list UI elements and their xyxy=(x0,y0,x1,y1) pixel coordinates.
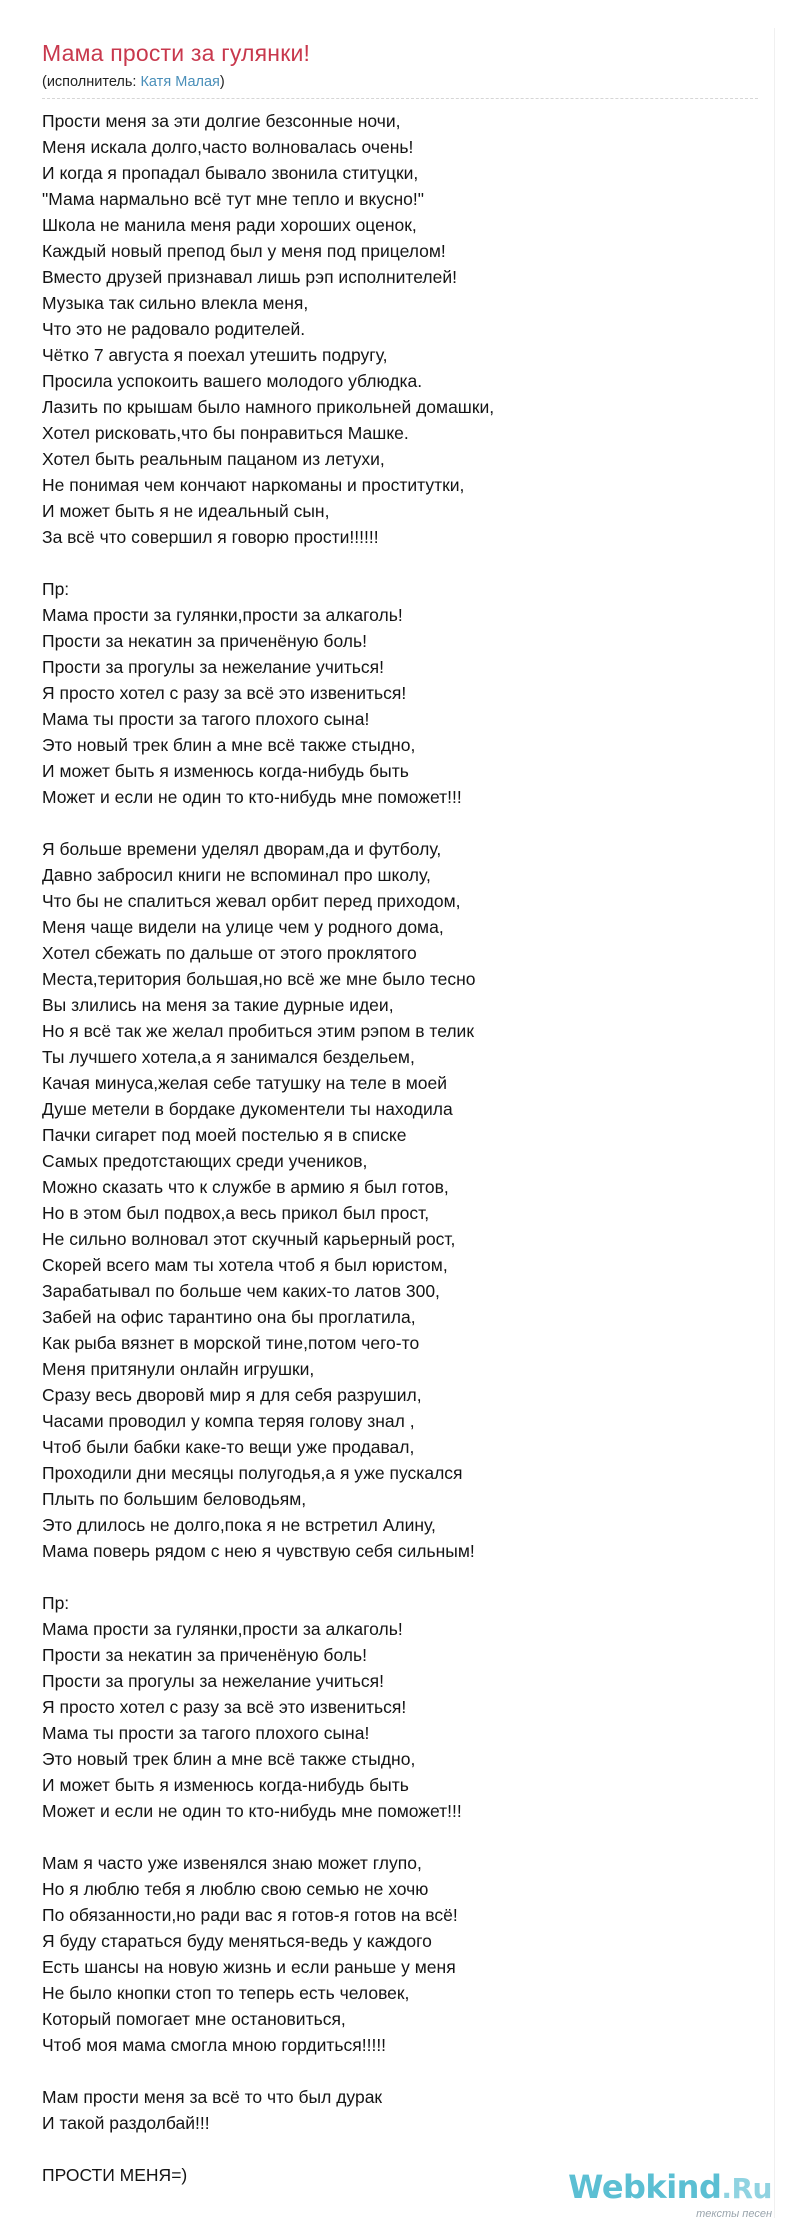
artist-suffix: ) xyxy=(219,74,225,90)
lyric-line: Каждый новый препод был у меня под прицелом! xyxy=(42,241,446,261)
lyric-line: Это новый трек блин а мне всё также стыдно, xyxy=(42,1749,416,1769)
lyric-line: "Мама нармально всё тут мне тепло и вкусно!" xyxy=(42,189,424,209)
stanza-break xyxy=(42,810,762,836)
lyric-line: Душе метели в бордаке дукоментели ты находила xyxy=(42,1099,453,1119)
lyric-line: Можно сказать что к службе в армию я был готов, xyxy=(42,1177,449,1197)
lyric-line: Пр: xyxy=(42,579,70,599)
lyric-line: Часами проводил у компа теряя голову знал , xyxy=(42,1411,415,1431)
stanza-break xyxy=(42,2058,762,2084)
logo-tld: .Ru xyxy=(721,2172,772,2205)
stanza-break xyxy=(42,1824,762,1850)
song-title: Мама прости за гулянки! xyxy=(42,40,311,66)
lyric-line: Меня чаще видели на улице чем у родного дома, xyxy=(42,917,444,937)
lyric-line: Чтоб моя мама смогла мною гордиться!!!!! xyxy=(42,2035,387,2055)
lyric-line: Я просто хотел с разу за всё это извениться! xyxy=(42,1697,407,1717)
lyric-line: Что это не радовало родителей. xyxy=(42,319,306,339)
logo-wordmark xyxy=(568,2168,772,2206)
lyric-line: ПРОСТИ МЕНЯ=) xyxy=(42,2165,188,2185)
lyric-line: Скорей всего мам ты хотела чтоб я был юристом, xyxy=(42,1255,448,1275)
lyric-line: Чтоб были бабки каке-то вещи уже продавал, xyxy=(42,1437,415,1457)
lyric-line: Забей на офис тарантино она бы проглатила, xyxy=(42,1307,416,1327)
lyric-line: Мама ты прости за тагого плохого сына! xyxy=(42,1723,370,1743)
lyric-line: Прости меня за эти долгие безсонные ночи, xyxy=(42,111,401,131)
lyric-line: Чётко 7 августа я поехал утешить подругу, xyxy=(42,345,388,365)
lyric-line: Хотел рисковать,что бы понравиться Машке. xyxy=(42,423,409,443)
lyric-line: Хотел быть реальным пацаном из летухи, xyxy=(42,449,385,469)
lyric-line: Как рыба вязнет в морской тине,потом чего-то xyxy=(42,1333,420,1353)
stanza-break xyxy=(42,2136,762,2162)
artist-prefix: (исполнитель: xyxy=(42,74,141,90)
lyric-line: Мама ты прости за тагого плохого сына! xyxy=(42,709,370,729)
lyric-line: Меня притянули онлайн игрушки, xyxy=(42,1359,315,1379)
logo-name: Webkind xyxy=(568,2168,722,2206)
lyrics-text xyxy=(42,108,762,2188)
lyric-line: Проходили дни месяцы полугодья,а я уже пускался xyxy=(42,1463,463,1483)
lyric-line: Давно забросил книги не вспоминал про школу, xyxy=(42,865,431,885)
lyric-line: Качая минуса,желая себе татушку на теле в моей xyxy=(42,1073,448,1093)
lyric-line: Это длилось не долго,пока я не встретил Алину, xyxy=(42,1515,436,1535)
lyric-line: И может быть я не идеальный сын, xyxy=(42,501,330,521)
lyric-line: Не было кнопки стоп то теперь есть человек, xyxy=(42,1983,410,2003)
lyric-line: Не понимая чем кончают наркоманы и проститутки, xyxy=(42,475,465,495)
lyric-line: Прости за прогулы за нежелание учиться! xyxy=(42,657,384,677)
lyric-line: И такой раздолбай!!! xyxy=(42,2113,210,2133)
lyric-line: Я больше времени уделял дворам,да и футболу, xyxy=(42,839,442,859)
lyric-line: Школа не манила меня ради хороших оценок, xyxy=(42,215,417,235)
lyric-line: Я буду стараться буду меняться-ведь у каждого xyxy=(42,1931,432,1951)
lyric-line: Музыка так сильно влекла меня, xyxy=(42,293,309,313)
lyric-line: Вместо друзей признавал лишь рэп исполнителей! xyxy=(42,267,457,287)
lyric-line: Просила успокоить вашего молодого ублюдка. xyxy=(42,371,423,391)
lyric-line: Пр: xyxy=(42,1593,70,1613)
logo-tagline: тексты песен xyxy=(696,2208,772,2220)
lyric-line: Зарабатывал по больше чем каких-то латов 300, xyxy=(42,1281,440,1301)
lyric-line: По обязанности,но ради вас я готов-я готов на всё! xyxy=(42,1905,458,1925)
lyric-line: За всё что совершил я говорю прости!!!!!! xyxy=(42,527,379,547)
lyric-line: И когда я пропадал бывало звонила ституцки, xyxy=(42,163,419,183)
lyric-line: Места,територия большая,но всё же мне было тесно xyxy=(42,969,476,989)
lyric-line: Есть шансы на новую жизнь и если раньше у меня xyxy=(42,1957,456,1977)
lyric-line: Вы злились на меня за такие дурные идеи, xyxy=(42,995,394,1015)
lyric-line: Хотел сбежать по дальше от этого проклятого xyxy=(42,943,417,963)
lyric-line: Ты лучшего хотела,а я занимался бездельем, xyxy=(42,1047,415,1067)
lyric-line: И может быть я изменюсь когда-нибудь быть xyxy=(42,761,409,781)
stanza-break xyxy=(42,550,762,576)
webkind-logo[interactable] xyxy=(568,2168,778,2220)
lyric-line: Что бы не спалиться жевал орбит перед приходом, xyxy=(42,891,461,911)
lyric-line: Мама прости за гулянки,прости за алкаголь! xyxy=(42,1619,403,1639)
title-divider xyxy=(42,98,758,99)
lyric-line: Это новый трек блин а мне всё также стыдно, xyxy=(42,735,416,755)
lyric-line: Мам прости меня за всё то что был дурак xyxy=(42,2087,383,2107)
lyric-line: Прости за прогулы за нежелание учиться! xyxy=(42,1671,384,1691)
lyric-line: Меня искала долго,часто волновалась очень! xyxy=(42,137,414,157)
lyric-line: Который помогает мне остановиться, xyxy=(42,2009,346,2029)
lyric-line: Прости за некатин за приченёную боль! xyxy=(42,1645,367,1665)
lyric-line: И может быть я изменюсь когда-нибудь быть xyxy=(42,1775,409,1795)
lyric-line: Плыть по большим беловодьям, xyxy=(42,1489,307,1509)
lyric-line: Но я люблю тебя я люблю свою семью не хочю xyxy=(42,1879,429,1899)
lyric-line: Сразу весь дворовй мир я для себя разрушил, xyxy=(42,1385,422,1405)
lyric-line: Самых предотстающих среди учеников, xyxy=(42,1151,368,1171)
stanza-break xyxy=(42,1564,762,1590)
lyric-line: Не сильно волновал этот скучный карьерный рост, xyxy=(42,1229,456,1249)
lyric-line: Я просто хотел с разу за всё это извениться! xyxy=(42,683,407,703)
lyric-line: Мама поверь рядом с нею я чувствую себя сильным! xyxy=(42,1541,475,1561)
artist-link[interactable]: Катя Малая xyxy=(140,74,220,90)
lyric-line: Пачки сигарет под моей постелью я в списке xyxy=(42,1125,407,1145)
lyric-line: Может и если не один то кто-нибудь мне поможет!!! xyxy=(42,1801,462,1821)
lyric-line: Мам я часто уже извенялся знаю может глупо, xyxy=(42,1853,422,1873)
artist-line xyxy=(42,74,225,90)
lyric-line: Мама прости за гулянки,прости за алкаголь! xyxy=(42,605,403,625)
lyric-line: Но в этом был подвох,а весь прикол был прост, xyxy=(42,1203,430,1223)
lyric-line: Может и если не один то кто-нибудь мне поможет!!! xyxy=(42,787,462,807)
lyric-line: Лазить по крышам было намного прикольней домашки, xyxy=(42,397,495,417)
lyric-line: Прости за некатин за приченёную боль! xyxy=(42,631,367,651)
lyric-line: Но я всё так же желал пробиться этим рэпом в телик xyxy=(42,1021,474,1041)
